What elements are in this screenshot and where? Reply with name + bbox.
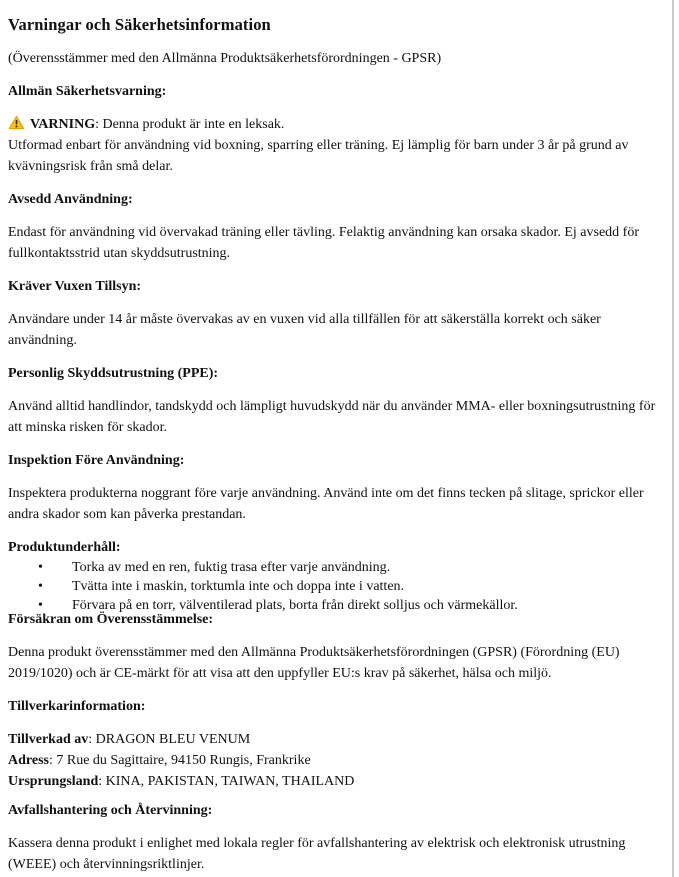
made-by-label: Tillverkad av <box>8 732 89 747</box>
list-item: • Förvara på en torr, välventilerad plats, borta från direkt solljus och värmekällor. <box>8 596 659 615</box>
list-item: • Torka av med en ren, fuktig trasa efter varje användning. <box>8 558 659 577</box>
warning-label: VARNING <box>30 117 96 132</box>
address-label: Adress <box>8 753 49 768</box>
inspection-body: Inspektera produkterna noggrant före varje användning. Använd inte om det finns tecken på slitage, sprickor eller andra skador som kan påverka prestandan. <box>8 486 644 522</box>
origin-value: KINA, PAKISTAN, TAIWAN, THAILAND <box>105 774 355 789</box>
section-heading-adult-supervision: Kräver Vuxen Tillsyn: <box>8 279 142 294</box>
gpsr-subtitle: (Överensstämmer med den Allmänna Produktsäkerhetsförordningen - GPSR) <box>8 51 442 66</box>
separator: : <box>88 732 96 747</box>
disposal-body: Kassera denna produkt i enlighet med lokala regler för avfallshantering av elektrisk och elektronisk utrustning (WEEE) och återvinningsriktlinjer. <box>8 836 626 872</box>
section-heading-inspection: Inspektion Före Användning: <box>8 453 185 468</box>
maintenance-bullet-list <box>8 558 659 615</box>
manufacturer-address <box>8 750 659 771</box>
section-heading-conformity: Försäkran om Överensstämmelse: <box>8 612 214 627</box>
section-heading-general-warning: Allmän Säkerhetsvarning: <box>8 84 167 99</box>
section-heading-manufacturer: Tillverkarinformation: <box>8 699 146 714</box>
manufacturer-origin <box>8 771 659 792</box>
manufacturer-info <box>8 729 659 792</box>
separator: : <box>98 774 106 789</box>
address-value: 7 Rue du Sagittaire, 94150 Rungis, Frankrike <box>56 753 311 768</box>
section-heading-disposal: Avfallshantering och Återvinning: <box>8 803 213 818</box>
warning-paragraph <box>8 114 659 177</box>
adult-supervision-body: Användare under 14 år måste övervakas av en vuxen vid alla tillfällen för att säkerställa korrekt och säker användning. <box>8 312 601 348</box>
ppe-body: Använd alltid handlindor, tandskydd och lämpligt huvudskydd när du använder MMA- eller boxningsutrustning för att minska risken för skador. <box>8 399 656 435</box>
section-heading-ppe: Personlig Skyddsutrustning (PPE): <box>8 366 219 381</box>
warning-text: : Denna produkt är inte en leksak. <box>95 117 285 132</box>
manufacturer-made-by <box>8 729 659 750</box>
list-item: • Tvätta inte i maskin, torktumla inte och doppa inte i vatten. <box>8 577 659 596</box>
page-edge-line <box>672 0 674 877</box>
section-heading-intended-use: Avsedd Användning: <box>8 192 133 207</box>
warning-line <box>8 117 284 132</box>
page-title: Varningar och Säkerhetsinformation <box>8 15 271 34</box>
warning-body: Utformad enbart för användning vid boxning, sparring eller träning. Ej lämplig för barn under 3 år på grund av kvävningsrisk från små delar. <box>8 138 629 174</box>
made-by-value: DRAGON BLEU VENUM <box>95 732 251 747</box>
warning-triangle-icon <box>8 115 25 130</box>
conformity-body: Denna produkt överensstämmer med den Allmänna Produktsäkerhetsförordningen (GPSR) (Förordning (EU) 2019/1020) och är CE-märkt för att visa att den uppfyller EU:s krav på säkerhet, hälsa och miljö. <box>8 645 620 681</box>
origin-label: Ursprungsland <box>8 774 99 789</box>
section-heading-maintenance: Produktunderhåll: <box>8 540 121 555</box>
separator: : <box>48 753 57 768</box>
intended-use-body: Endast för användning vid övervakad träning eller tävling. Felaktig användning kan orsaka skador. Ej avsedd för fullkontaktsstrid utan skyddsutrustning. <box>8 225 639 261</box>
